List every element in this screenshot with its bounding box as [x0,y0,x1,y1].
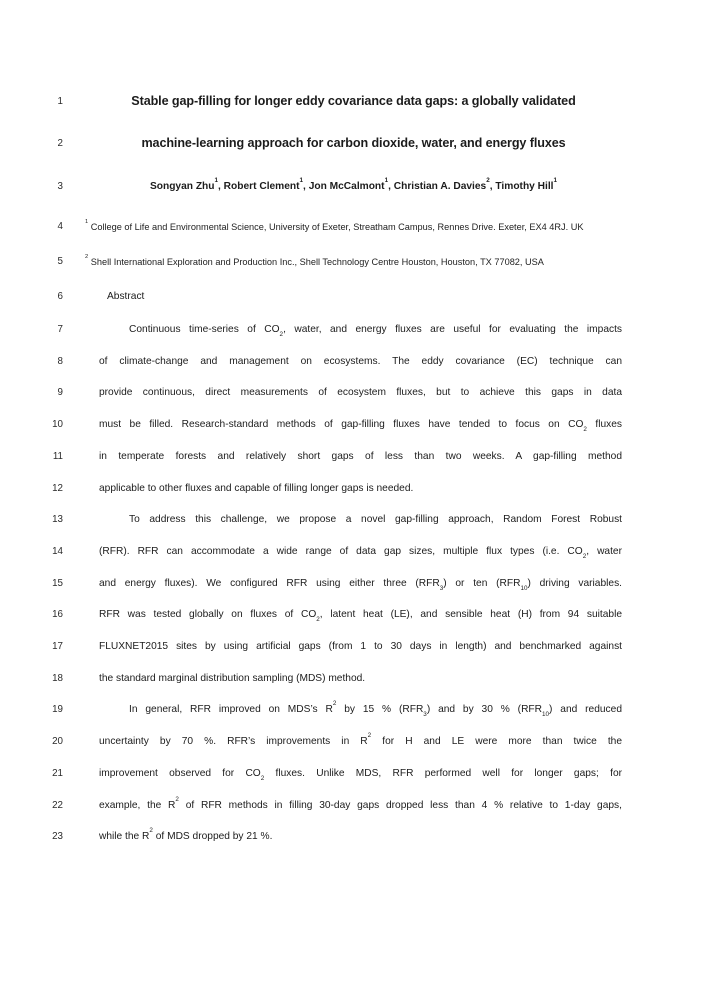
abstract-text-line: improvement observed for $CO_2$ fluxes. Unlike MDS, RFR performed well for longer gaps; for [99,768,623,783]
line-row-19 [0,699,707,722]
line-number: 15 [52,578,63,589]
line-number: 2 [57,138,63,149]
line-row-8 [0,356,707,374]
line-row-10 [0,419,707,437]
abstract-text-line: FLUXNET2015 sites by using artificial gaps (from 1 to 30 days in length) and benchmarked against [99,641,622,652]
abstract-text-line: and energy fluxes). We configured RFR using either three $(RFR_3)$ or ten $(RFR_{10})$ driving variables. [99,578,622,593]
line-number: 16 [52,609,63,620]
line-row-5 [0,254,707,275]
line-row-15 [0,578,707,596]
abstract-heading: Abstract [107,291,145,302]
abstract-text-line: must be filled. Research-standard methods of gap-filling fluxes have tended to focus on $CO_2$ fluxes [99,419,623,434]
abstract-text-line: provide continuous, direct measurements of ecosystem fluxes, but to achieve this gaps in data [99,387,622,398]
abstract-text-line: uncertainty by 70 %. RFR’s improvements in $R^2$ for H and LE were more than twice the [99,731,623,747]
line-number: 5 [57,256,63,267]
affiliation-2: $^2$ Shell International Exploration and Production Inc., Shell Technology Centre Houston, Houston, TX 77082, USA [85,254,544,267]
line-row-3 [0,176,707,199]
line-number: 12 [52,483,63,494]
line-row-20 [0,731,707,754]
line-number: 22 [52,800,63,811]
line-number: 19 [52,704,63,715]
line-row-1 [0,94,707,112]
line-row-4 [0,219,707,240]
line-row-23 [0,826,707,849]
line-row-16 [0,609,707,627]
abstract-text-line: of climate-change and management on ecosystems. The eddy covariance (EC) technique can [99,356,622,367]
line-number: 3 [57,181,63,192]
authors-line: Songyan Zhu$^1$, Robert Clement$^1$, Jon McCalmont$^1$, Christian A. Davies$^2$, Timothy Hill$^1$ [149,176,558,192]
line-number: 13 [52,514,63,525]
line-row-6 [0,291,707,309]
abstract-text-line: RFR was tested globally on fluxes of $CO_2$, latent heat (LE), and sensible heat (H) from 94 suitable [99,609,622,624]
line-row-13 [0,514,707,532]
line-row-21 [0,768,707,786]
line-number: 8 [57,356,63,367]
line-number: 4 [57,221,63,232]
abstract-text-line: To address this challenge, we propose a novel gap-filling approach, Random Forest Robust [129,514,622,525]
line-row-18 [0,673,707,691]
abstract-text-line: In general, RFR improved on MDS’s $R^2$ by 15 % $(RFR_3)$ and by 30 % $(RFR_{10})$ and reduced [129,699,622,719]
line-row-7 [0,324,707,342]
abstract-text-line: Continuous time-series of $CO_2$, water, and energy fluxes are useful for evaluating the impacts [129,324,623,339]
abstract-text-line: the standard marginal distribution sampling (MDS) method. [99,673,366,684]
line-row-17 [0,641,707,659]
line-row-11 [0,451,707,469]
line-number: 21 [52,768,63,779]
line-number: 11 [52,451,63,462]
line-row-14 [0,546,707,564]
paper-title-line-1: Stable gap-filling for longer eddy covariance data gaps: a globally validated [131,94,576,108]
line-row-9 [0,387,707,405]
line-number: 1 [57,96,63,107]
line-number: 9 [57,387,63,398]
abstract-text-line: example, the $R^2$ of RFR methods in filling 30-day gaps dropped less than 4 % relative to 1-day gaps, [99,795,622,811]
abstract-text-line: applicable to other fluxes and capable of filling longer gaps is needed. [99,483,414,494]
line-number: 6 [57,291,63,302]
line-number: 20 [52,736,63,747]
line-number: 17 [52,641,63,652]
line-number: 7 [57,324,63,335]
line-number: 14 [52,546,63,557]
affiliation-1: $^1$ College of Life and Environmental Science, University of Exeter, Streatham Campus, Rennes Drive. Exeter, EX4 4RJ. UK [85,219,584,232]
line-number: 18 [52,673,63,684]
line-number: 23 [52,831,63,842]
line-row-2 [0,136,707,154]
abstract-text-line: while the $R^2$ of MDS dropped by 21 %. [99,826,273,842]
abstract-text-line: in temperate forests and relatively short gaps of less than two weeks. A gap-filling method [99,451,622,462]
paper-title-line-2: machine-learning approach for carbon dioxide, water, and energy fluxes [141,136,566,150]
line-row-22 [0,795,707,818]
line-row-12 [0,483,707,501]
abstract-text-line: (RFR). RFR can accommodate a wide range of data gap sizes, multiple flux types (i.e. $CO_2$, water [99,546,622,561]
line-number: 10 [52,419,63,430]
